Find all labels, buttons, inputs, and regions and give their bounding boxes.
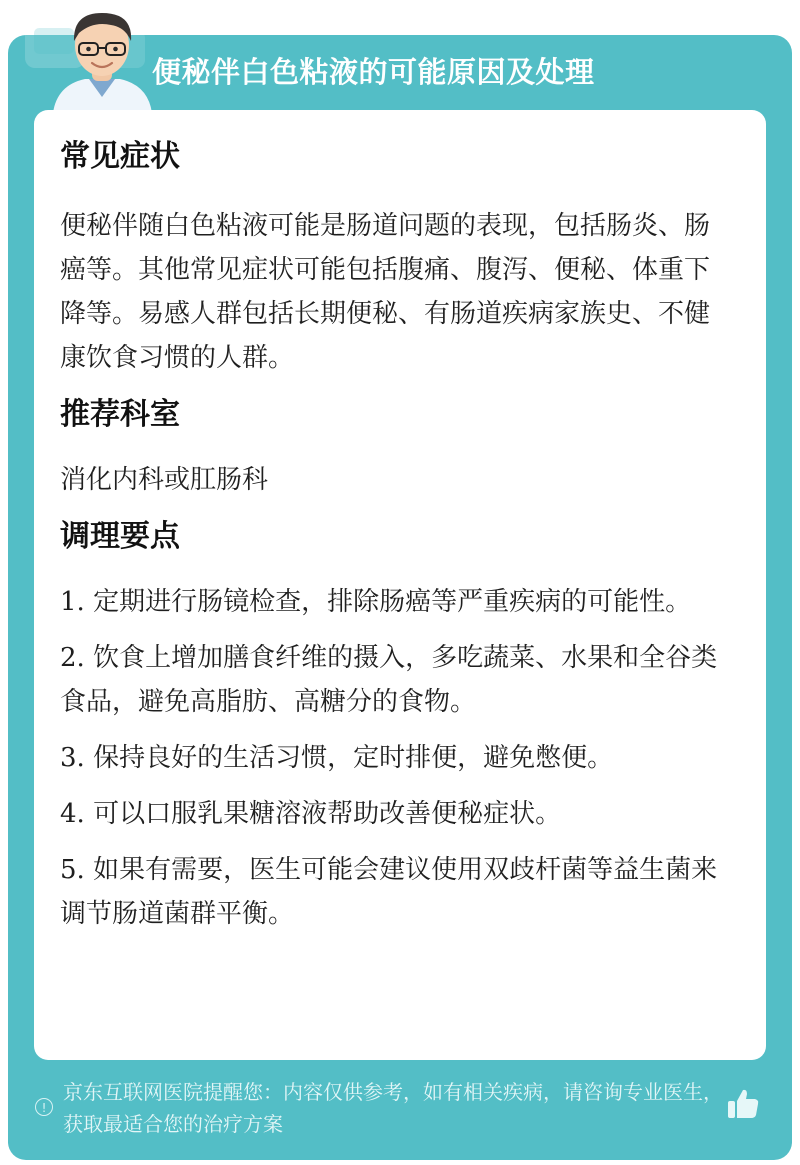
symptoms-text: 便秘伴随白色粘液可能是肠道问题的表现，包括肠炎、肠癌等。其他常见症状可能包括腹痛、腹泻、便秘、体重下降等。易感人群包括长期便秘、有肠道疾病家族史、不健康饮食习惯的人群。: [60, 211, 711, 373]
article-content: [60, 132, 725, 952]
list-item: [60, 636, 725, 724]
list-item-number: 1.: [60, 587, 85, 617]
page-title: 便秘伴白色粘液的可能原因及处理: [152, 55, 595, 89]
list-item-number: 3.: [60, 743, 85, 773]
list-item-text: 保持良好的生活习惯，定时排便，避免憋便。: [93, 743, 614, 773]
disclaimer-footer: [35, 1076, 775, 1146]
list-item: [60, 792, 725, 836]
list-item-text: 饮食上增加膳食纤维的摄入，多吃蔬菜、水果和全谷类食品，避免高脂肪、高糖分的食物。: [60, 643, 718, 717]
list-item: [60, 580, 725, 624]
list-item: [60, 848, 725, 936]
list-item: [60, 736, 725, 780]
disclaimer-text: 京东互联网医院提醒您：内容仅供参考，如有相关疾病，请咨询专业医生，获取最适合您的治疗方案: [63, 1080, 723, 1136]
list-item-text: 可以口服乳果糖溶液帮助改善便秘症状。: [93, 799, 562, 829]
department-heading: 推荐科室: [60, 397, 180, 432]
list-item-text: 如果有需要，医生可能会建议使用双歧杆菌等益生菌来调节肠道菌群平衡。: [60, 855, 718, 929]
list-item-number: 5.: [60, 855, 85, 885]
list-item-number: 2.: [60, 643, 85, 673]
symptoms-heading: 常见症状: [60, 139, 180, 174]
doctor-avatar: [45, 5, 160, 113]
care-list: [60, 580, 725, 936]
department-text: 消化内科或肛肠科: [60, 465, 269, 495]
list-item-text: 定期进行肠镜检查，排除肠癌等严重疾病的可能性。: [93, 587, 692, 617]
care-heading: 调理要点: [60, 519, 180, 554]
info-icon: !: [35, 1098, 53, 1116]
thumbs-up-icon[interactable]: [725, 1086, 761, 1122]
list-item-number: 4.: [60, 799, 85, 829]
